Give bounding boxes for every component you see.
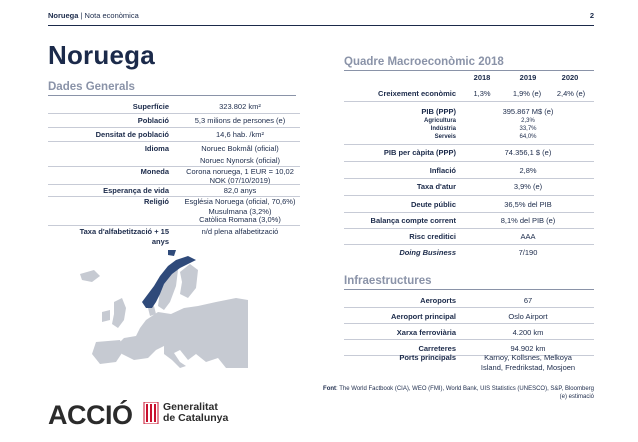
row-divider [344,101,594,102]
general-value: 82,0 anys [223,186,257,195]
macro-label-doing-business: Doing Business [399,248,456,257]
source-footnote [300,385,594,401]
macro-value-pib: 395.867 M$ (e) [502,107,554,116]
row-divider [344,307,594,308]
general-value: n/d plena alfabetització [201,227,279,236]
general-label: Moneda [140,167,169,176]
macro-value: 74.356,1 $ (e) [504,148,552,157]
macro-value: 36,5% del PIB [504,200,552,209]
general-label: Superfície [132,102,169,111]
sector-label: Indústria [430,126,456,132]
generalitat-line1: Generalitat [163,401,218,413]
sector-value: 2,3% [521,118,535,124]
growth-2020: 2,4% (e) [556,89,586,98]
row-divider [344,161,594,162]
general-value: 5,3 milions de persones (e) [194,116,286,125]
generalitat-logo-text [163,402,228,424]
general-label: Densitat de població [95,130,169,139]
row-divider [48,127,300,128]
breadcrumb-country: Noruega [48,11,79,20]
row-divider [344,144,594,145]
macro-label: Balança compte corrent [370,216,456,225]
year-2020: 2020 [561,73,579,82]
macro-label: PIB per càpita (PPP) [383,148,456,157]
page-title: Noruega [48,40,155,70]
general-value: Musulmana (3,2%) [208,207,272,216]
year-2018: 2018 [473,73,491,82]
growth-2018: 1,3% [473,89,491,98]
row-divider [48,113,300,114]
europe-map [76,250,248,368]
general-label: Idioma [144,144,169,153]
sector-label: Agricultura [423,118,456,124]
general-label: Esperança de vida [103,186,169,195]
europe-landmass [116,298,248,368]
infra-value: Karnoy, Kollsnes, Melkoya [484,353,572,362]
macro-value: 8,1% del PIB (e) [500,216,556,225]
infra-label: Aeroport principal [390,312,456,321]
row-divider [344,228,594,229]
infra-value: 67 [523,296,533,305]
macro-label-pib: PIB (PPP) [421,107,456,116]
macro-value: 3,9% (e) [513,182,543,191]
infra-value: 94.902 km [510,344,546,353]
general-value: Noruec Nynorsk (oficial) [199,156,281,165]
general-label: Població [137,116,169,125]
infra-value: 4.200 km [512,328,544,337]
general-label: anys [151,237,169,246]
general-value: Corona noruega, 1 EUR = 10,02 [186,167,294,176]
iberia [92,340,124,364]
infra-label: Carreteres [418,344,456,353]
macro-value: 7/190 [518,248,538,257]
general-label: Religió [143,197,169,206]
general-value: 14,6 hab. /km² [216,130,264,139]
ireland [102,310,110,322]
page-header [48,10,594,26]
row-divider [344,195,594,196]
iceland [80,270,100,282]
macro-value: AAA [520,232,536,241]
row-divider [344,244,594,245]
infra-heading: Infraestructures [344,275,594,290]
general-data-heading: Dades Generals [48,81,296,96]
sector-value: 33,7% [519,126,537,132]
row-divider [344,178,594,179]
row-divider [344,323,594,324]
svalbard [168,250,176,256]
accio-logo: ACCIÓ [48,400,133,430]
macro-value: 2,8% [519,166,537,175]
generalitat-line2: de Catalunya [163,412,229,424]
breadcrumb: Noruega | Nota econòmica [48,11,139,20]
macro-heading: Quadre Macroeconòmic 2018 [344,56,594,71]
footnote-estimate: (e) estimació [559,394,594,400]
year-2019: 2019 [519,73,537,82]
macro-label: Risc creditici [409,232,456,241]
row-divider [344,212,594,213]
row-divider [48,184,300,185]
macro-label: Deute públic [410,200,456,209]
infra-label: Aeroports [420,296,456,305]
sector-label: Serveis [434,134,456,140]
general-value: 323.802 km² [219,102,261,111]
infra-label: Ports principals [399,353,456,362]
row-divider [48,225,300,226]
growth-2019: 1,9% (e) [512,89,542,98]
general-value: Catòlica Romana (3,0%) [199,215,281,224]
infra-value: Island, Fredrikstad, Mosjoen [480,363,576,372]
generalitat-emblem-icon [143,402,159,424]
row-divider [48,141,300,142]
general-value: Església Noruega (oficial, 70,6%) [184,197,296,206]
general-value: Noruec Bokmål (oficial) [201,144,279,153]
footnote-label: Font [323,386,337,392]
general-value: NOK (07/10/2019) [209,176,271,185]
macro-label-growth: Creixement econòmic [378,89,456,98]
macro-label: Taxa d'atur [416,182,456,191]
great-britain [112,298,126,328]
page-number: 2 [589,11,594,20]
breadcrumb-subtitle: Nota econòmica [84,11,139,20]
infra-label: Xarxa ferroviària [396,328,456,337]
row-divider [344,339,594,340]
sector-value: 64,0% [519,134,537,140]
general-label: Taxa d'alfabetització + 15 [79,227,169,236]
infra-value: Oslo Airport [508,312,548,321]
finland [180,264,198,298]
macro-label: Inflació [429,166,456,175]
footnote-text: : The World Factbook (CIA), WEO (FMI), World Bank, UIS Statistics (UNESCO), S&P, Bloomberg [336,386,594,392]
